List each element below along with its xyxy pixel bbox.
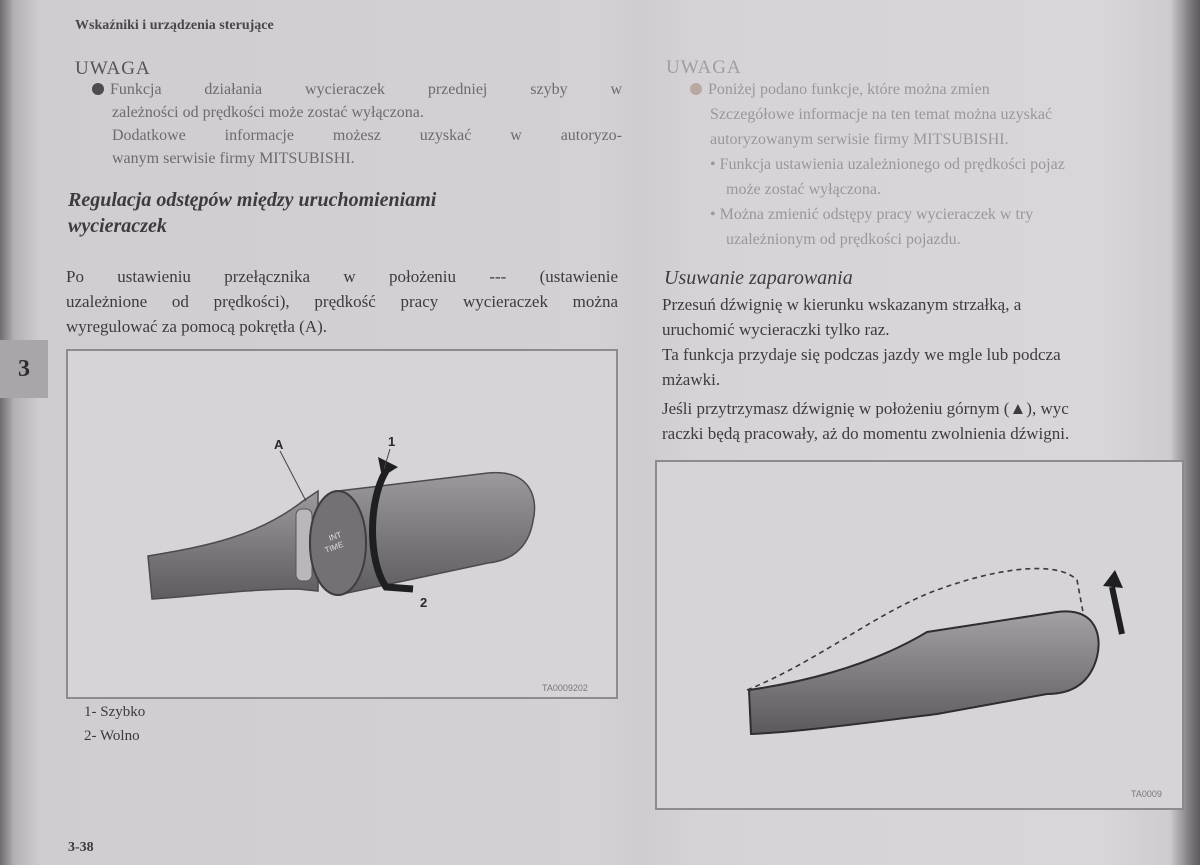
section-title-left bbox=[68, 187, 436, 239]
para-left-line2: uzależnione od prędkości), prędkość pracy wycieraczek można bbox=[66, 292, 618, 311]
sub2-line1: • Można zmienić odstępy pracy wycieraczek w try bbox=[710, 206, 1034, 223]
up-arrow-icon bbox=[1112, 587, 1122, 634]
bullet-icon bbox=[690, 83, 702, 95]
sub1-line1: • Funkcja ustawienia uzależnionego od prędkości pojaz bbox=[710, 156, 1065, 173]
section-title-right: Usuwanie zaparowania bbox=[664, 267, 853, 289]
knob-label-time: TIME bbox=[323, 539, 345, 555]
label-2: 2 bbox=[420, 595, 428, 610]
chapter-number: 3 bbox=[18, 356, 30, 382]
wiper-lever-illustration bbox=[68, 351, 616, 697]
note-heading-left: UWAGA bbox=[75, 58, 151, 79]
note-right bbox=[690, 77, 1180, 252]
para-right-2-line2: mżawki. bbox=[662, 370, 721, 389]
para-right-2-line1: Ta funkcja przydaje się podczas jazdy we mgle lub podcza bbox=[662, 345, 1061, 364]
section-title-left-line1: Regulacja odstępów między uruchomieniami bbox=[68, 189, 437, 211]
stalk-tip-shape bbox=[338, 473, 535, 595]
label-1: 1 bbox=[388, 434, 396, 449]
para-right-1-line2: uruchomić wycieraczki tylko raz. bbox=[662, 320, 890, 339]
paragraph-left bbox=[66, 264, 618, 339]
note-left-line4: wanym serwisie firmy MITSUBISHI. bbox=[112, 150, 355, 167]
sub1-line2: może zostać wyłączona. bbox=[726, 181, 882, 198]
para-right-1-line1: Przesuń dźwignię w kierunku wskazanym strzałką, a bbox=[662, 295, 1022, 314]
running-header: Wskaźniki i urządzenia sterujące bbox=[75, 18, 274, 33]
note-left bbox=[92, 78, 622, 170]
stalk-shape bbox=[148, 491, 318, 599]
figure-wiper-lever-interval bbox=[66, 349, 618, 699]
bullet-icon bbox=[92, 83, 104, 95]
note-right-line2: Szczegółowe informacje na ten temat można uzyskać bbox=[710, 106, 1053, 123]
figure-legend bbox=[84, 700, 145, 748]
figure-wiper-mist bbox=[655, 460, 1184, 810]
mist-lever-illustration bbox=[657, 462, 1182, 808]
figure-code-left: TA0009202 bbox=[542, 683, 588, 693]
note-left-line3: Dodatkowe informacje możesz uzyskać w autoryzo- bbox=[112, 127, 622, 144]
page-number: 3-38 bbox=[68, 840, 94, 855]
leader-line-a bbox=[280, 451, 306, 501]
sub2-line2: uzależnionym od prędkości pojazdu. bbox=[726, 231, 961, 248]
lever-shape bbox=[749, 611, 1099, 734]
chapter-tab bbox=[0, 340, 48, 398]
note-heading-right: UWAGA bbox=[666, 57, 742, 78]
label-a: A bbox=[274, 437, 284, 452]
legend-item-2: 2- Wolno bbox=[84, 728, 140, 744]
paragraph-right bbox=[662, 292, 1182, 446]
figure-code-right: TA0009 bbox=[1131, 789, 1162, 799]
knob-label-int: INT bbox=[327, 530, 343, 543]
section-title-left-line2: wycieraczek bbox=[68, 215, 167, 237]
legend-item-1: 1- Szybko bbox=[84, 704, 146, 720]
note-right-line3: autoryzowanym serwisie firmy MITSUBISHI. bbox=[710, 131, 1009, 148]
para-left-line3: wyregulować za pomocą pokrętła (A). bbox=[66, 317, 328, 336]
para-left-line1: Po ustawieniu przełącznika w położeniu --- (ustawienie bbox=[66, 267, 618, 286]
note-left-line1: Funkcja działania wycieraczek przedniej szyby w bbox=[110, 81, 622, 98]
para-right-3-line2: raczki będą pracowały, aż do momentu zwolnienia dźwigni. bbox=[662, 424, 1070, 443]
note-left-line2: zależności od prędkości może zostać wyłączona. bbox=[112, 104, 424, 121]
para-right-3-line1: Jeśli przytrzymasz dźwignię w położeniu górnym (▲), wyc bbox=[662, 399, 1069, 418]
note-right-line1: Poniżej podano funkcje, które można zmien bbox=[708, 81, 990, 98]
